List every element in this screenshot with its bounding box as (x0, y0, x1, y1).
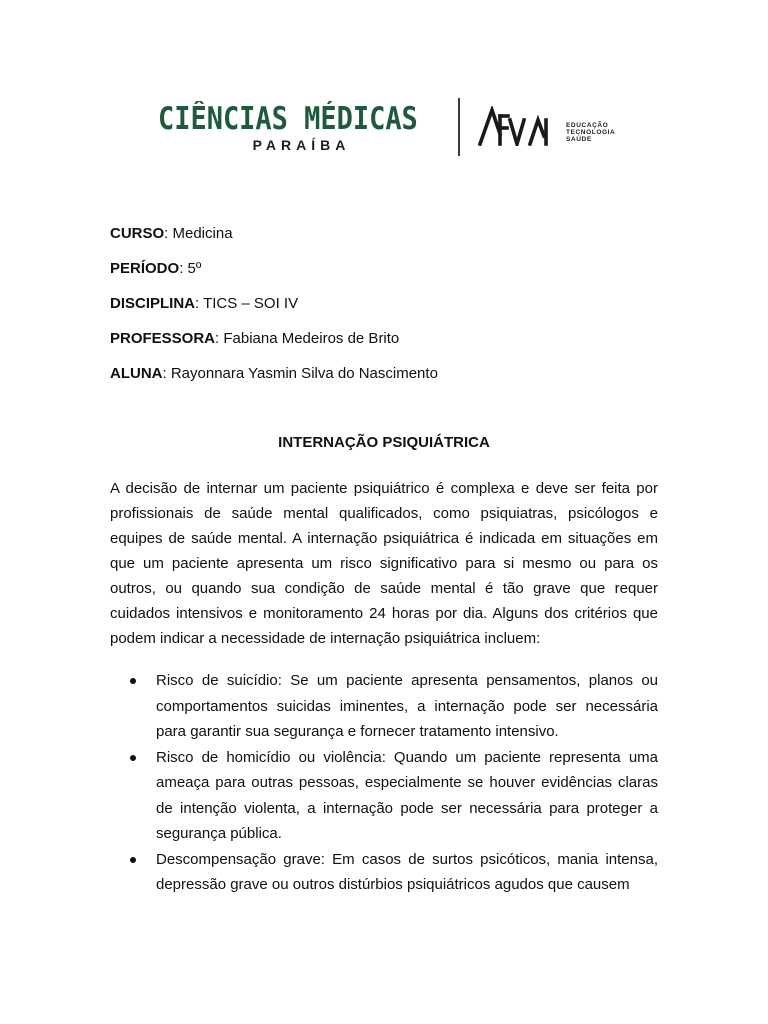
meta-value: : Fabiana Medeiros de Brito (215, 330, 400, 347)
afya-logo-icon (478, 106, 558, 146)
meta-professora (110, 329, 399, 349)
meta-value: : TICS – SOI IV (195, 295, 299, 312)
meta-aluna (110, 364, 438, 384)
list-item-text: Risco de suicídio: Se um paciente apresenta pensamentos, planos ou comportamentos suicidas iminentes, a internação pode ser necessária para garantir sua segurança e fornecer tratamento intensivo. (156, 672, 658, 740)
list-item-text: Descompensação grave: Em casos de surtos psicóticos, mania intensa, depressão grave ou outros distúrbios psiquiátricos agudos que causem (156, 850, 658, 893)
logo-subtitle: PARAÍBA (252, 137, 351, 153)
meta-label: ALUNA (110, 365, 163, 382)
list-item (110, 847, 658, 898)
criteria-list (110, 668, 658, 898)
afya-tagline-line: TECNOLOGIA (566, 129, 616, 136)
bullet-icon (130, 678, 136, 684)
list-item (110, 745, 658, 847)
meta-curso (110, 224, 233, 244)
afya-tagline (566, 122, 615, 143)
logo-divider (458, 98, 460, 156)
afya-tagline-line: SAÚDE (566, 136, 592, 143)
document-title: INTERNAÇÃO PSIQUIÁTRICA (278, 434, 490, 451)
meta-periodo (110, 259, 201, 279)
ciencias-medicas-logo (158, 102, 440, 153)
meta-disciplina (110, 294, 298, 314)
meta-label: PERÍODO (110, 260, 180, 277)
meta-label: PROFESSORA (110, 330, 216, 347)
document-header (0, 92, 768, 162)
logo-title: CIÊNCIAS MÉDICAS (158, 101, 418, 137)
meta-label: DISCIPLINA (110, 295, 196, 312)
meta-value: : 5º (179, 260, 202, 277)
meta-label: CURSO (110, 225, 165, 242)
bullet-icon (130, 755, 136, 761)
list-item-text: Risco de homicídio ou violência: Quando um paciente representa uma ameaça para outras pessoas, especialmente se houver evidências claras de intenção violenta, a internação pode ser necessária para proteger a segurança pública. (156, 748, 658, 842)
meta-value: : Rayonnara Yasmin Silva do Nascimento (162, 365, 438, 382)
meta-value: : Medicina (164, 225, 233, 242)
bullet-icon (130, 857, 136, 863)
afya-tagline-line: EDUCAÇÃO (566, 122, 609, 129)
list-item (110, 668, 658, 745)
intro-paragraph: A decisão de internar um paciente psiquiátrico é complexa e deve ser feita por profissionais de saúde mental qualificados, como psiquiatras, psicólogos e equipes de saúde mental. A internação psiquiátrica é indicada em situações em que um paciente apresenta um risco significativo para si mesmo ou para os outros, ou quando sua condição de saúde mental é tão grave que requer cuidados intensivos e monitoramento 24 horas por dia. Alguns dos critérios que podem indicar a necessidade de internação psiquiátrica incluem: (110, 480, 658, 647)
